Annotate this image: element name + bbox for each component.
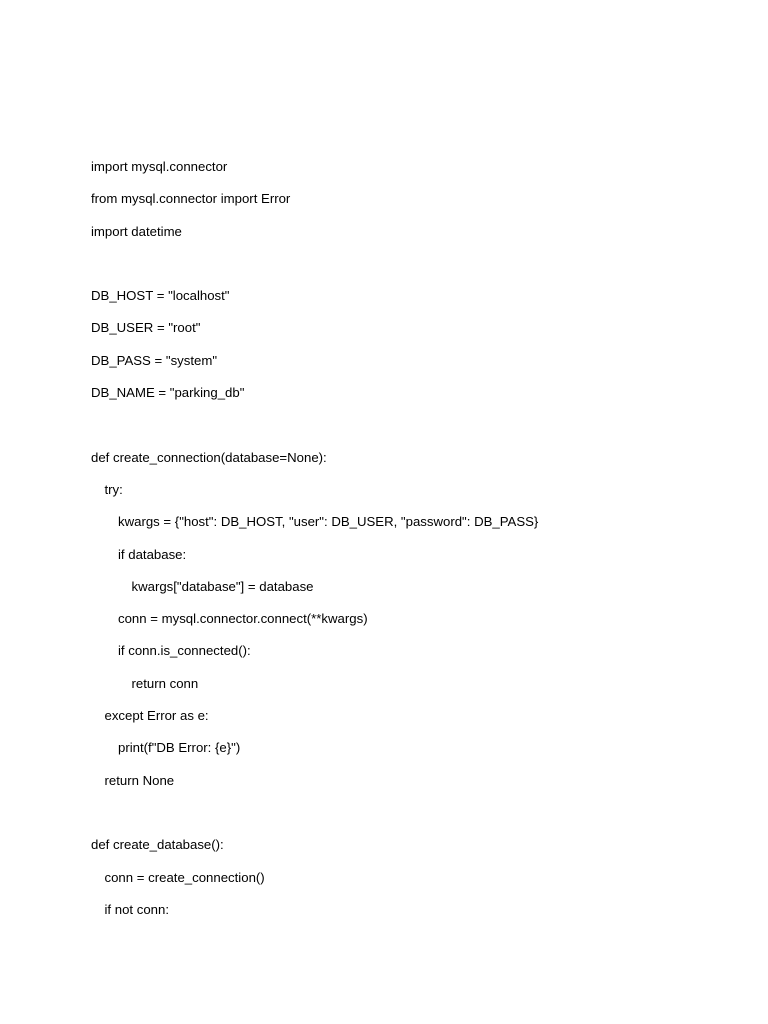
code-line-20: return None [104, 772, 175, 788]
code-line-11: try: [104, 481, 123, 497]
code-line-1: import mysql.connector [91, 159, 228, 174]
blank-line [91, 803, 731, 835]
code-line-16: if conn.is_connected(): [118, 643, 251, 659]
code-line-10: def create_connection(database=None): [91, 449, 327, 465]
code-line-13: if database: [118, 546, 187, 562]
blank-line [91, 415, 731, 447]
code-line-2: from mysql.connector import Error [91, 191, 291, 207]
code-text-block [91, 157, 731, 932]
code-line-3: import datetime [91, 223, 182, 239]
code-line-5: DB_HOST = "localhost" [91, 288, 230, 304]
code-line-8: DB_NAME = "parking_db" [91, 385, 245, 401]
code-line-15: conn = mysql.connector.connect(**kwargs) [118, 611, 368, 627]
code-line-18: except Error as e: [104, 708, 209, 724]
code-line-23: conn = create_connection() [104, 869, 265, 885]
code-line-7: DB_PASS = "system" [91, 352, 218, 368]
code-line-22: def create_database(): [91, 837, 224, 853]
code-line-6: DB_USER = "root" [91, 320, 201, 336]
blank-line [91, 254, 731, 286]
code-line-24: if not conn: [104, 901, 170, 917]
code-line-17: return conn [131, 675, 199, 691]
code-line-19: print(f"DB Error: {e}") [118, 740, 241, 756]
code-line-14: kwargs["database"] = database [131, 578, 314, 594]
code-line-12: kwargs = {"host": DB_HOST, "user": DB_USER, "password": DB_PASS} [118, 514, 539, 530]
